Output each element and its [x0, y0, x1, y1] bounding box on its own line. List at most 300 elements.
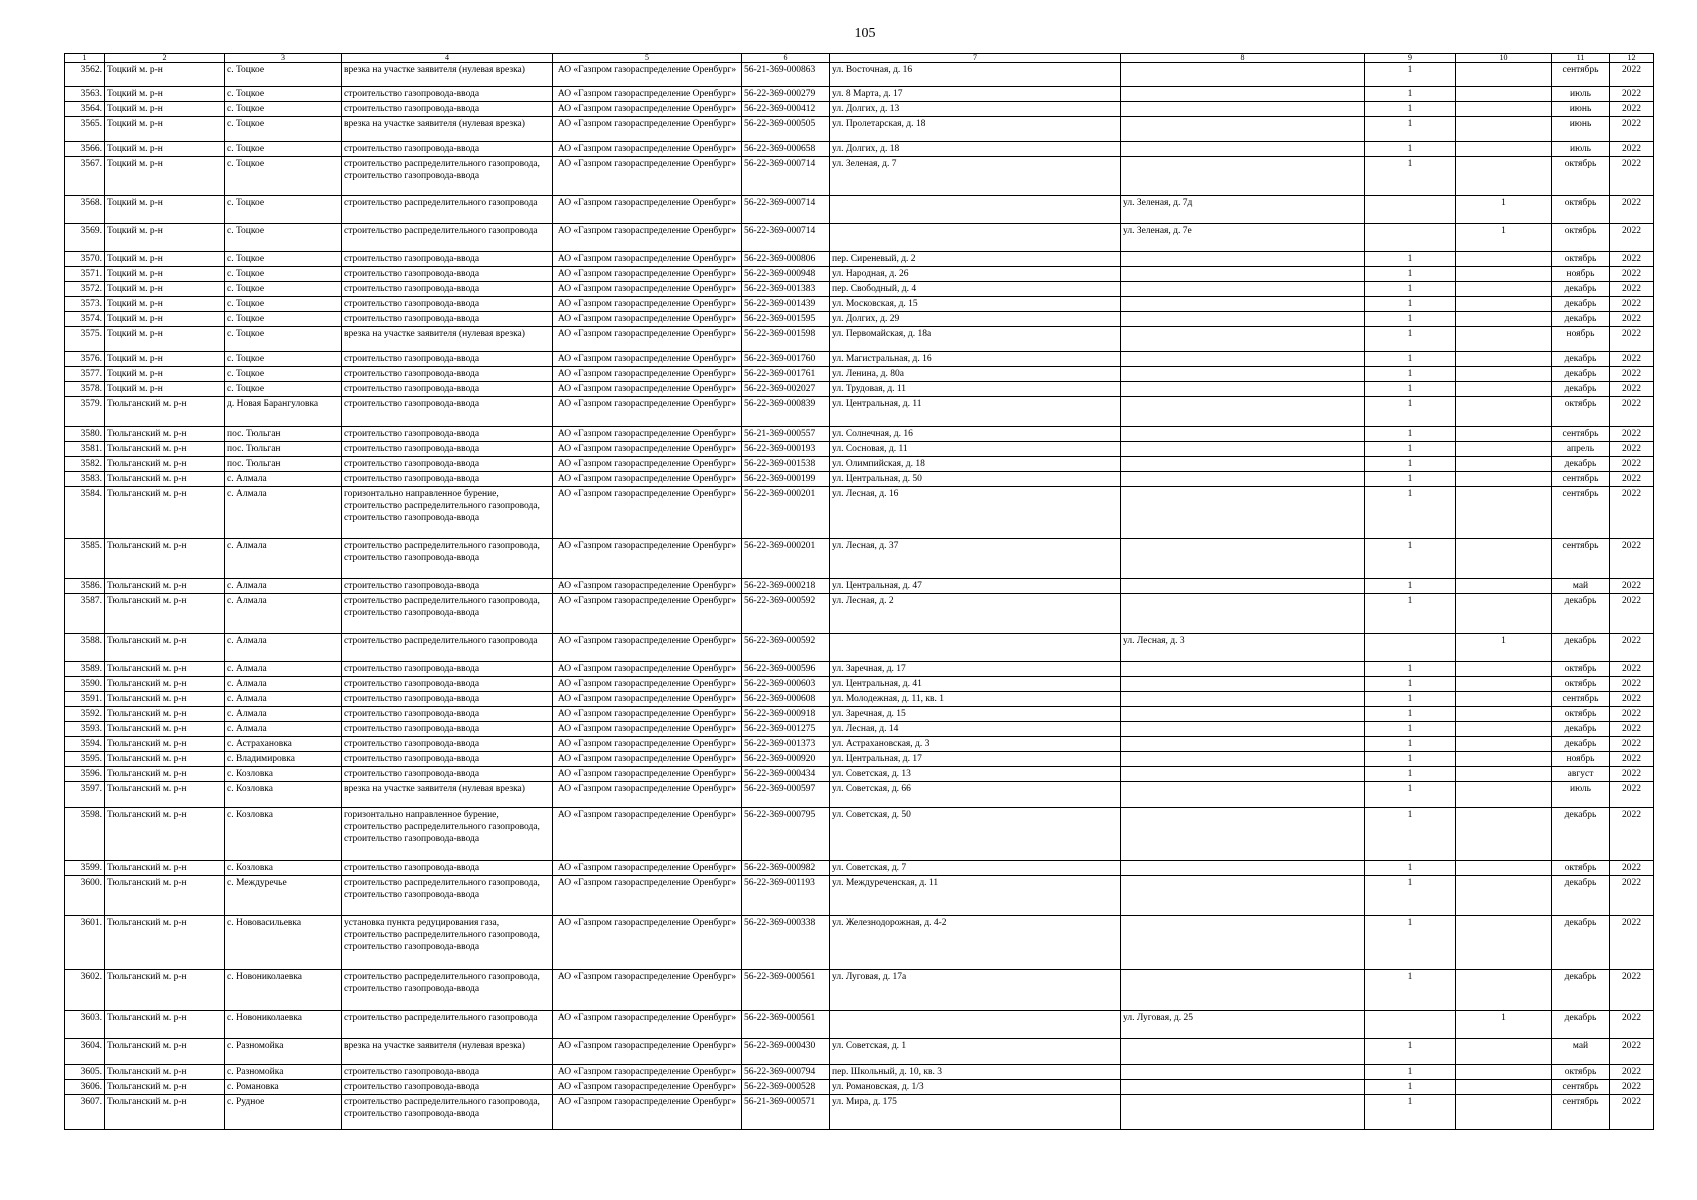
organization-cell: АО «Газпром газораспределение Оренбург»	[553, 970, 742, 1011]
code-cell: 56-22-369-000714	[742, 157, 830, 196]
district-cell: Тоцкий м. р-н	[105, 327, 225, 352]
row-number: 3591.	[65, 692, 105, 707]
count-cell: 1	[1365, 579, 1456, 594]
organization-cell: АО «Газпром газораспределение Оренбург»	[553, 579, 742, 594]
row-number: 3603.	[65, 1011, 105, 1039]
district-cell: Тюльганский м. р-н	[105, 1095, 225, 1130]
year-cell: 2022	[1610, 142, 1654, 157]
row-number: 3577.	[65, 367, 105, 382]
count-cell: 1	[1365, 876, 1456, 916]
row-number: 3585.	[65, 539, 105, 579]
month-cell: июль	[1552, 142, 1610, 157]
count-alt-cell	[1456, 808, 1552, 861]
month-cell: декабрь	[1552, 737, 1610, 752]
year-cell: 2022	[1610, 782, 1654, 808]
address-alt-cell	[1121, 312, 1365, 327]
code-cell: 56-22-369-000714	[742, 196, 830, 224]
locality-cell: с. Тоцкое	[225, 87, 342, 102]
locality-cell: с. Алмала	[225, 634, 342, 662]
locality-cell: с. Тоцкое	[225, 142, 342, 157]
row-number: 3588.	[65, 634, 105, 662]
count-alt-cell	[1456, 102, 1552, 117]
address-cell: ул. Восточная, д. 16	[830, 63, 1121, 87]
address-alt-cell: ул. Зеленая, д. 7д	[1121, 196, 1365, 224]
count-alt-cell	[1456, 782, 1552, 808]
address-alt-cell	[1121, 397, 1365, 427]
locality-cell: пос. Тюльган	[225, 457, 342, 472]
count-cell: 1	[1365, 808, 1456, 861]
month-cell: октябрь	[1552, 224, 1610, 252]
locality-cell: с. Тоцкое	[225, 312, 342, 327]
count-alt-cell	[1456, 692, 1552, 707]
count-alt-cell	[1456, 916, 1552, 970]
work-type-cell: строительство газопровода-ввода	[342, 442, 553, 457]
organization-cell: АО «Газпром газораспределение Оренбург»	[553, 382, 742, 397]
locality-cell: с. Междуречье	[225, 876, 342, 916]
address-alt-cell	[1121, 267, 1365, 282]
page-number: 105	[854, 26, 876, 41]
work-type-cell: строительство газопровода-ввода	[342, 1065, 553, 1080]
address-alt-cell	[1121, 1039, 1365, 1065]
organization-cell: АО «Газпром газораспределение Оренбург»	[553, 442, 742, 457]
district-cell: Тоцкий м. р-н	[105, 117, 225, 142]
year-cell: 2022	[1610, 692, 1654, 707]
work-type-cell: врезка на участке заявителя (нулевая врезка)	[342, 117, 553, 142]
district-cell: Тюльганский м. р-н	[105, 737, 225, 752]
address-cell: ул. Сосновая, д. 11	[830, 442, 1121, 457]
district-cell: Тюльганский м. р-н	[105, 579, 225, 594]
district-cell: Тюльганский м. р-н	[105, 1039, 225, 1065]
month-cell: октябрь	[1552, 707, 1610, 722]
code-cell: 56-22-369-001193	[742, 876, 830, 916]
code-cell: 56-22-369-000918	[742, 707, 830, 722]
row-number: 3562.	[65, 63, 105, 87]
work-type-cell: строительство распределительного газопровода	[342, 224, 553, 252]
district-cell: Тюльганский м. р-н	[105, 677, 225, 692]
code-cell: 56-22-369-001439	[742, 297, 830, 312]
table-row	[65, 196, 1654, 224]
count-cell: 1	[1365, 916, 1456, 970]
work-type-cell: строительство распределительного газопровода, строительство газопровода-ввода	[342, 539, 553, 579]
row-number: 3567.	[65, 157, 105, 196]
year-cell: 2022	[1610, 327, 1654, 352]
address-alt-cell	[1121, 808, 1365, 861]
month-cell: ноябрь	[1552, 267, 1610, 282]
address-cell: ул. Заречная, д. 17	[830, 662, 1121, 677]
address-cell: ул. Лесная, д. 16	[830, 487, 1121, 539]
table-row	[65, 594, 1654, 634]
month-cell: октябрь	[1552, 397, 1610, 427]
table-row	[65, 367, 1654, 382]
district-cell: Тоцкий м. р-н	[105, 102, 225, 117]
code-cell: 56-21-369-000863	[742, 63, 830, 87]
count-alt-cell: 1	[1456, 1011, 1552, 1039]
month-cell: октябрь	[1552, 196, 1610, 224]
count-alt-cell	[1456, 970, 1552, 1011]
row-number: 3583.	[65, 472, 105, 487]
organization-cell: АО «Газпром газораспределение Оренбург»	[553, 327, 742, 352]
table-row	[65, 722, 1654, 737]
year-cell: 2022	[1610, 594, 1654, 634]
address-cell: ул. Ленина, д. 80а	[830, 367, 1121, 382]
work-type-cell: строительство газопровода-ввода	[342, 707, 553, 722]
table-row	[65, 634, 1654, 662]
count-cell: 1	[1365, 861, 1456, 876]
district-cell: Тюльганский м. р-н	[105, 1011, 225, 1039]
work-type-cell: строительство газопровода-ввода	[342, 427, 553, 442]
code-cell: 56-22-369-001538	[742, 457, 830, 472]
address-cell: пер. Школьный, д. 10, кв. 3	[830, 1065, 1121, 1080]
row-number: 3582.	[65, 457, 105, 472]
organization-cell: АО «Газпром газораспределение Оренбург»	[553, 196, 742, 224]
count-alt-cell	[1456, 63, 1552, 87]
row-number: 3572.	[65, 282, 105, 297]
year-cell: 2022	[1610, 367, 1654, 382]
address-alt-cell	[1121, 252, 1365, 267]
address-cell: ул. Лесная, д. 14	[830, 722, 1121, 737]
count-alt-cell	[1456, 397, 1552, 427]
year-cell: 2022	[1610, 767, 1654, 782]
month-cell: декабрь	[1552, 352, 1610, 367]
count-cell: 1	[1365, 692, 1456, 707]
address-alt-cell	[1121, 327, 1365, 352]
count-cell	[1365, 196, 1456, 224]
code-cell: 56-21-369-000571	[742, 1095, 830, 1130]
count-alt-cell: 1	[1456, 196, 1552, 224]
count-alt-cell	[1456, 142, 1552, 157]
code-cell: 56-22-369-001373	[742, 737, 830, 752]
year-cell: 2022	[1610, 457, 1654, 472]
address-cell: ул. Олимпийская, д. 18	[830, 457, 1121, 472]
month-cell: июль	[1552, 87, 1610, 102]
organization-cell: АО «Газпром газораспределение Оренбург»	[553, 634, 742, 662]
code-cell: 56-22-369-001598	[742, 327, 830, 352]
address-alt-cell	[1121, 487, 1365, 539]
address-alt-cell	[1121, 297, 1365, 312]
year-cell: 2022	[1610, 157, 1654, 196]
work-type-cell: строительство газопровода-ввода	[342, 1080, 553, 1095]
work-type-cell: строительство распределительного газопровода, строительство газопровода-ввода	[342, 876, 553, 916]
count-cell: 1	[1365, 782, 1456, 808]
row-number: 3595.	[65, 752, 105, 767]
month-cell: июнь	[1552, 117, 1610, 142]
count-cell: 1	[1365, 1065, 1456, 1080]
year-cell: 2022	[1610, 1095, 1654, 1130]
district-cell: Тюльганский м. р-н	[105, 662, 225, 677]
work-type-cell: строительство газопровода-ввода	[342, 662, 553, 677]
year-cell: 2022	[1610, 297, 1654, 312]
address-alt-cell	[1121, 767, 1365, 782]
work-type-cell: строительство газопровода-ввода	[342, 282, 553, 297]
locality-cell: с. Тоцкое	[225, 157, 342, 196]
month-cell: декабрь	[1552, 282, 1610, 297]
work-type-cell: строительство газопровода-ввода	[342, 367, 553, 382]
district-cell: Тюльганский м. р-н	[105, 1065, 225, 1080]
code-cell: 56-22-369-000193	[742, 442, 830, 457]
code-cell: 56-22-369-000608	[742, 692, 830, 707]
month-cell: октябрь	[1552, 252, 1610, 267]
work-type-cell: строительство газопровода-ввода	[342, 267, 553, 282]
code-cell: 56-22-369-000596	[742, 662, 830, 677]
table-row	[65, 539, 1654, 579]
address-cell: ул. Пролетарская, д. 18	[830, 117, 1121, 142]
register-table	[64, 53, 1654, 1130]
work-type-cell: строительство распределительного газопровода, строительство газопровода-ввода	[342, 594, 553, 634]
count-cell: 1	[1365, 312, 1456, 327]
table-row	[65, 87, 1654, 102]
address-cell: ул. Лесная, д. 37	[830, 539, 1121, 579]
row-number: 3584.	[65, 487, 105, 539]
column-number-11: 11	[1552, 54, 1610, 63]
month-cell: ноябрь	[1552, 327, 1610, 352]
year-cell: 2022	[1610, 916, 1654, 970]
address-alt-cell	[1121, 442, 1365, 457]
district-cell: Тюльганский м. р-н	[105, 692, 225, 707]
address-alt-cell	[1121, 352, 1365, 367]
month-cell: ноябрь	[1552, 752, 1610, 767]
code-cell: 56-22-369-000505	[742, 117, 830, 142]
count-alt-cell	[1456, 442, 1552, 457]
year-cell: 2022	[1610, 102, 1654, 117]
organization-cell: АО «Газпром газораспределение Оренбург»	[553, 722, 742, 737]
locality-cell: с. Тоцкое	[225, 63, 342, 87]
column-number-9: 9	[1365, 54, 1456, 63]
year-cell: 2022	[1610, 282, 1654, 297]
district-cell: Тоцкий м. р-н	[105, 367, 225, 382]
address-alt-cell: ул. Лесная, д. 3	[1121, 634, 1365, 662]
count-cell	[1365, 224, 1456, 252]
table-row	[65, 457, 1654, 472]
count-alt-cell	[1456, 267, 1552, 282]
address-alt-cell	[1121, 382, 1365, 397]
work-type-cell: строительство газопровода-ввода	[342, 579, 553, 594]
work-type-cell: установка пункта редуцирования газа, строительство распределительного газопровода, строительство газопровода-ввода	[342, 916, 553, 970]
address-cell: ул. Советская, д. 13	[830, 767, 1121, 782]
address-cell: ул. Советская, д. 1	[830, 1039, 1121, 1065]
column-number-2: 2	[105, 54, 225, 63]
table-row	[65, 102, 1654, 117]
month-cell: октябрь	[1552, 861, 1610, 876]
work-type-cell: врезка на участке заявителя (нулевая врезка)	[342, 327, 553, 352]
row-number: 3579.	[65, 397, 105, 427]
district-cell: Тюльганский м. р-н	[105, 752, 225, 767]
count-cell: 1	[1365, 457, 1456, 472]
code-cell: 56-22-369-000201	[742, 539, 830, 579]
locality-cell: с. Козловка	[225, 861, 342, 876]
row-number: 3599.	[65, 861, 105, 876]
work-type-cell: строительство газопровода-ввода	[342, 472, 553, 487]
address-alt-cell	[1121, 970, 1365, 1011]
district-cell: Тоцкий м. р-н	[105, 87, 225, 102]
year-cell: 2022	[1610, 352, 1654, 367]
work-type-cell: строительство газопровода-ввода	[342, 352, 553, 367]
year-cell: 2022	[1610, 861, 1654, 876]
work-type-cell: строительство газопровода-ввода	[342, 102, 553, 117]
address-cell: ул. Народная, д. 26	[830, 267, 1121, 282]
locality-cell: с. Новониколаевка	[225, 970, 342, 1011]
row-number: 3575.	[65, 327, 105, 352]
count-cell: 1	[1365, 297, 1456, 312]
work-type-cell: строительство распределительного газопровода, строительство газопровода-ввода	[342, 970, 553, 1011]
address-alt-cell	[1121, 1095, 1365, 1130]
row-number: 3600.	[65, 876, 105, 916]
year-cell: 2022	[1610, 722, 1654, 737]
table-row	[65, 352, 1654, 367]
month-cell: декабрь	[1552, 457, 1610, 472]
code-cell: 56-22-369-000201	[742, 487, 830, 539]
year-cell: 2022	[1610, 752, 1654, 767]
code-cell: 56-22-369-000948	[742, 267, 830, 282]
code-cell: 56-22-369-001595	[742, 312, 830, 327]
year-cell: 2022	[1610, 876, 1654, 916]
code-cell: 56-22-369-000528	[742, 1080, 830, 1095]
district-cell: Тюльганский м. р-н	[105, 876, 225, 916]
organization-cell: АО «Газпром газораспределение Оренбург»	[553, 487, 742, 539]
organization-cell: АО «Газпром газораспределение Оренбург»	[553, 1095, 742, 1130]
locality-cell: с. Разномойка	[225, 1039, 342, 1065]
year-cell: 2022	[1610, 737, 1654, 752]
locality-cell: с. Алмала	[225, 662, 342, 677]
code-cell: 56-22-369-002027	[742, 382, 830, 397]
locality-cell: с. Алмала	[225, 722, 342, 737]
organization-cell: АО «Газпром газораспределение Оренбург»	[553, 782, 742, 808]
year-cell: 2022	[1610, 579, 1654, 594]
organization-cell: АО «Газпром газораспределение Оренбург»	[553, 117, 742, 142]
organization-cell: АО «Газпром газораспределение Оренбург»	[553, 457, 742, 472]
row-number: 3607.	[65, 1095, 105, 1130]
count-alt-cell	[1456, 297, 1552, 312]
column-number-12: 12	[1610, 54, 1654, 63]
locality-cell: с. Алмала	[225, 579, 342, 594]
year-cell: 2022	[1610, 312, 1654, 327]
month-cell: декабрь	[1552, 367, 1610, 382]
work-type-cell: горизонтально направленное бурение, строительство распределительного газопровода, строительство газопровода-ввода	[342, 487, 553, 539]
address-cell: ул. Советская, д. 50	[830, 808, 1121, 861]
table-row	[65, 677, 1654, 692]
address-cell: ул. Заречная, д. 15	[830, 707, 1121, 722]
year-cell: 2022	[1610, 707, 1654, 722]
year-cell: 2022	[1610, 970, 1654, 1011]
work-type-cell: строительство газопровода-ввода	[342, 861, 553, 876]
address-cell: ул. Мира, д. 175	[830, 1095, 1121, 1130]
row-number: 3587.	[65, 594, 105, 634]
table-row	[65, 267, 1654, 282]
work-type-cell: строительство газопровода-ввода	[342, 692, 553, 707]
district-cell: Тюльганский м. р-н	[105, 861, 225, 876]
address-cell: ул. Долгих, д. 29	[830, 312, 1121, 327]
organization-cell: АО «Газпром газораспределение Оренбург»	[553, 224, 742, 252]
table-row	[65, 692, 1654, 707]
count-cell: 1	[1365, 102, 1456, 117]
work-type-cell: строительство газопровода-ввода	[342, 382, 553, 397]
address-cell: ул. Центральная, д. 47	[830, 579, 1121, 594]
row-number: 3586.	[65, 579, 105, 594]
count-cell: 1	[1365, 327, 1456, 352]
year-cell: 2022	[1610, 1011, 1654, 1039]
count-alt-cell	[1456, 382, 1552, 397]
organization-cell: АО «Газпром газораспределение Оренбург»	[553, 707, 742, 722]
column-number-8: 8	[1121, 54, 1365, 63]
district-cell: Тюльганский м. р-н	[105, 722, 225, 737]
table-row	[65, 1065, 1654, 1080]
month-cell: сентябрь	[1552, 1080, 1610, 1095]
table-row	[65, 312, 1654, 327]
address-alt-cell	[1121, 707, 1365, 722]
district-cell: Тюльганский м. р-н	[105, 594, 225, 634]
work-type-cell: строительство газопровода-ввода	[342, 677, 553, 692]
address-alt-cell	[1121, 594, 1365, 634]
count-alt-cell	[1456, 117, 1552, 142]
organization-cell: АО «Газпром газораспределение Оренбург»	[553, 267, 742, 282]
row-number: 3571.	[65, 267, 105, 282]
row-number: 3590.	[65, 677, 105, 692]
district-cell: Тоцкий м. р-н	[105, 252, 225, 267]
table-row	[65, 63, 1654, 87]
locality-cell: с. Алмала	[225, 707, 342, 722]
district-cell: Тюльганский м. р-н	[105, 634, 225, 662]
count-alt-cell: 1	[1456, 224, 1552, 252]
district-cell: Тоцкий м. р-н	[105, 267, 225, 282]
count-cell: 1	[1365, 427, 1456, 442]
count-alt-cell	[1456, 539, 1552, 579]
address-alt-cell	[1121, 1080, 1365, 1095]
work-type-cell: горизонтально направленное бурение, строительство распределительного газопровода, строительство газопровода-ввода	[342, 808, 553, 861]
count-alt-cell	[1456, 662, 1552, 677]
count-alt-cell	[1456, 87, 1552, 102]
count-alt-cell	[1456, 457, 1552, 472]
month-cell: декабрь	[1552, 808, 1610, 861]
code-cell: 56-22-369-000338	[742, 916, 830, 970]
organization-cell: АО «Газпром газораспределение Оренбург»	[553, 367, 742, 382]
work-type-cell: строительство газопровода-ввода	[342, 87, 553, 102]
address-cell: ул. 8 Марта, д. 17	[830, 87, 1121, 102]
count-cell: 1	[1365, 1080, 1456, 1095]
district-cell: Тюльганский м. р-н	[105, 427, 225, 442]
month-cell: июль	[1552, 782, 1610, 808]
code-cell: 56-22-369-001275	[742, 722, 830, 737]
address-cell: ул. Романовская, д. 1/3	[830, 1080, 1121, 1095]
address-alt-cell	[1121, 539, 1365, 579]
year-cell: 2022	[1610, 382, 1654, 397]
table-row	[65, 427, 1654, 442]
count-cell: 1	[1365, 594, 1456, 634]
column-number-4: 4	[342, 54, 553, 63]
locality-cell: с. Тоцкое	[225, 297, 342, 312]
address-cell: ул. Солнечная, д. 16	[830, 427, 1121, 442]
locality-cell: с. Тоцкое	[225, 267, 342, 282]
locality-cell: с. Алмала	[225, 677, 342, 692]
code-cell: 56-22-369-000794	[742, 1065, 830, 1080]
address-alt-cell	[1121, 282, 1365, 297]
address-cell	[830, 224, 1121, 252]
code-cell: 56-22-369-000592	[742, 594, 830, 634]
row-number: 3601.	[65, 916, 105, 970]
row-number: 3569.	[65, 224, 105, 252]
locality-cell: с. Тоцкое	[225, 367, 342, 382]
table-row	[65, 297, 1654, 312]
address-alt-cell	[1121, 142, 1365, 157]
row-number: 3598.	[65, 808, 105, 861]
count-cell	[1365, 1011, 1456, 1039]
code-cell: 56-22-369-000839	[742, 397, 830, 427]
address-alt-cell	[1121, 861, 1365, 876]
table-row	[65, 1080, 1654, 1095]
row-number: 3573.	[65, 297, 105, 312]
organization-cell: АО «Газпром газораспределение Оренбург»	[553, 1065, 742, 1080]
year-cell: 2022	[1610, 662, 1654, 677]
district-cell: Тюльганский м. р-н	[105, 442, 225, 457]
organization-cell: АО «Газпром газораспределение Оренбург»	[553, 397, 742, 427]
